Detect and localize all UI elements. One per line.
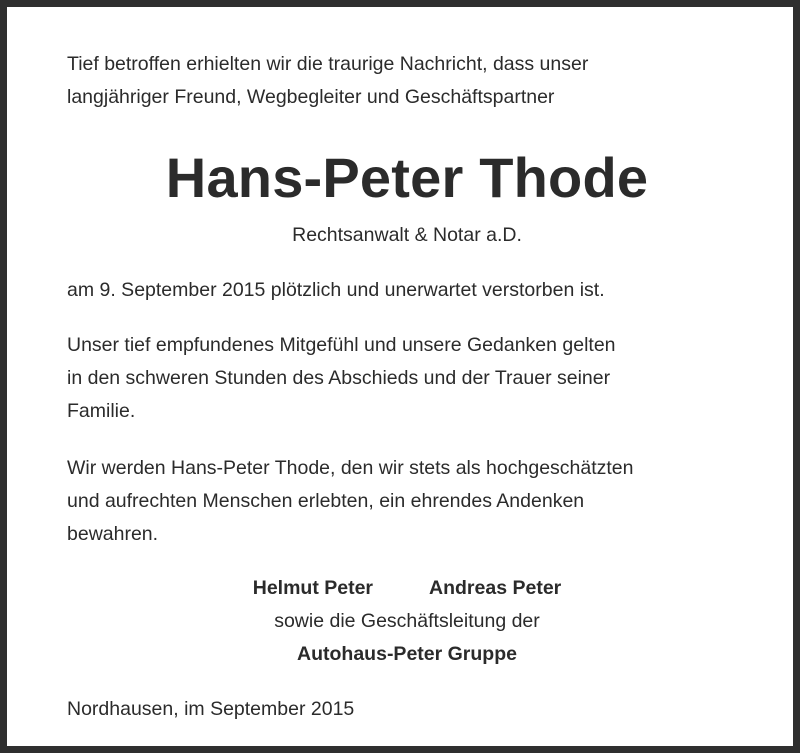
place-date: Nordhausen, im September 2015 [67, 698, 355, 720]
sympathy-line: in den schweren Stunden des Abschieds und der Trauer seiner [67, 367, 611, 389]
signer-name: Helmut Peter [252, 577, 374, 599]
signer-names [7, 572, 800, 605]
signer-name: Andreas Peter [429, 577, 562, 599]
sympathy-paragraph [67, 329, 616, 428]
deceased-name: Hans-Peter Thode [165, 146, 649, 209]
signers-block [7, 572, 800, 671]
intro-line: langjähriger Freund, Wegbegleiter und Geschäftspartner [67, 86, 555, 108]
company-name: Autohaus-Peter Gruppe [297, 643, 517, 665]
intro-paragraph [67, 48, 588, 114]
memory-line: bewahren. [67, 523, 159, 545]
intro-line: Tief betroffen erhielten wir die traurige Nachricht, dass unser [67, 53, 589, 75]
memory-paragraph [67, 452, 634, 551]
memory-line: und aufrechten Menschen erlebten, ein ehrendes Andenken [67, 490, 585, 512]
deceased-title: Rechtsanwalt & Notar a.D. [292, 224, 522, 246]
memory-line: Wir werden Hans-Peter Thode, den wir stets als hochgeschätzten [67, 457, 634, 479]
death-date-line: am 9. September 2015 plötzlich und unerwartet verstorben ist. [67, 279, 605, 301]
signers-connector: sowie die Geschäftsleitung der [274, 610, 540, 632]
sympathy-line: Unser tief empfundenes Mitgefühl und unsere Gedanken gelten [67, 334, 616, 356]
sympathy-line: Familie. [67, 400, 136, 422]
